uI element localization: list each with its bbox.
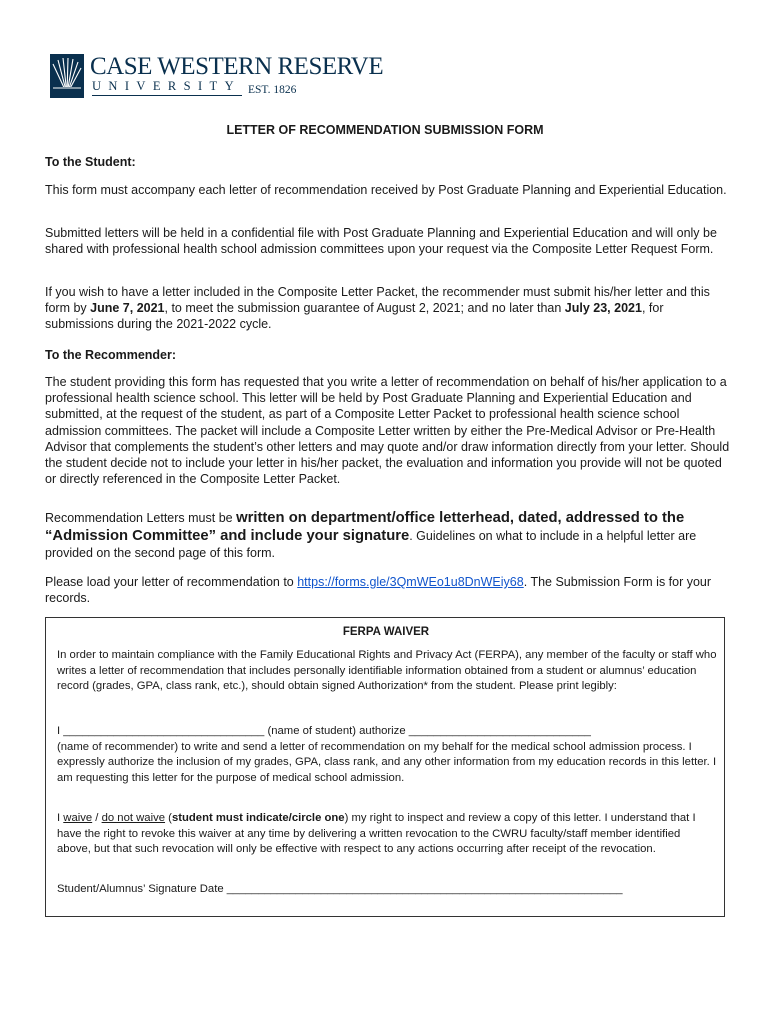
recommender-heading-text: To the Recommender:: [45, 348, 177, 362]
deadline-text-c: , for submissions during the 2021-2022 cycle.: [45, 301, 664, 332]
ferpa-title: FERPA WAIVER: [342, 626, 430, 638]
recommender-paragraph-3: [45, 574, 730, 606]
deadline-date-1: June 7, 2021: [90, 301, 165, 316]
university-logo: [50, 53, 384, 100]
letterhead-text-a: Recommendation Letters must be: [45, 511, 237, 525]
ferpa-waiver-box: [45, 617, 725, 917]
deadline-date-2: July 23, 2021: [564, 301, 642, 316]
student-paragraph-2: Submitted letters will be held in a confidential file with Post Graduate Planning and Experiential Education and will only be shared with professional health school admission committees upon your request via the Composite Letter Request Form.: [45, 226, 717, 257]
sunburst-icon: [50, 54, 84, 98]
student-heading: [45, 154, 730, 170]
student-heading-text: To the Student:: [45, 155, 136, 169]
waiver-open: (: [165, 812, 172, 824]
waiver-rest: ) my right to inspect and review a copy of this letter. I understand that I have the right to revoke this waiver at any time by delivering a written revocation to the CWRU faculty/staff member identified above, but that such revocation will only be effective with respect to any actions occurring after receipt of the revocation.: [57, 812, 696, 856]
signature-line[interactable]: Student/Alumnus’ Signature Date _______________________________________________________________: [57, 883, 623, 895]
logo-rule: [92, 95, 242, 96]
waiver-i: I: [57, 812, 64, 824]
do-not-waive-option[interactable]: do not waive: [101, 812, 166, 824]
waiver-sep: /: [92, 812, 102, 824]
waiver-instruction: student must indicate/circle one: [171, 812, 345, 824]
ferpa-authorization: [57, 724, 717, 786]
ferpa-paragraph-1: In order to maintain compliance with the Family Educational Rights and Privacy Act (FERPA), any member of the faculty or staff who writes a letter of recommendation that includes personally identifiable information obtained from a student or alumnus’ education record (grades, GPA, class rank, etc.), should obtain signed Authorization* from the student. Please print legibly:: [57, 649, 717, 693]
logo-established: EST. 1826: [248, 84, 297, 96]
recommender-paragraph-2: [45, 510, 730, 563]
deadline-text-a: If you wish to have a letter included in the Composite Letter Packet, the recommender must submit his/her letter and this form by: [45, 285, 710, 316]
deadline-text-b: , to meet the submission guarantee of August 2, 2021; and no later than: [164, 301, 565, 316]
recommender-paragraph-1: The student providing this form has requested that you write a letter of recommendation on behalf of his/her application to a professional health science school. This letter will be held by Post Graduate Planning and Experiential Education and submitted, at the request of the student, as part of a Composite Letter Packet to professional health science school admission committees. The packet will include a Composite Letter written by either the Pre-Medical Advisor or Pre-Health Advisor that complements the student’s other letters and may quote and/or draw information directly from your letter. Should the student decide not to include your letter in his/her packet, the evaluation and information you provide will not be quoted or directly referenced in the Composite Letter Packet.: [45, 375, 730, 487]
upload-text-c: . The Submission Form is for your records.: [45, 575, 712, 606]
form-title: LETTER OF RECOMMENDATION SUBMISSION FORM: [226, 123, 544, 137]
logo-wordmark: CASE WESTERN RESERVE: [90, 53, 384, 80]
student-paragraph-1: This form must accompany each letter of recommendation received by Post Graduate Planning and Experiential Education.: [45, 183, 727, 197]
logo-university: UNIVERSITY: [92, 79, 241, 93]
authorization-name-line[interactable]: I ________________________________ (name of student) authorize _____________________________: [57, 725, 591, 737]
upload-text-a: Please load your letter of recommendation to: [45, 575, 298, 589]
waive-option[interactable]: waive: [63, 812, 93, 824]
letterhead-text-c: . Guidelines on what to include in a helpful letter are provided on the second page of this form.: [45, 528, 697, 560]
letterhead-requirement: written on department/office letterhead, dated, addressed to the “Admission Committee” and include your signature: [45, 510, 685, 544]
authorization-text: (name of recommender) to write and send a letter of recommendation on my behalf for the medical school admission process. I expressly authorize the inclusion of my grades, GPA, class rank, and any other information from my education records in this letter. I am requesting this letter for the purpose of medical school admission.: [57, 740, 717, 784]
recommender-heading: [45, 347, 730, 363]
upload-form-link[interactable]: https://forms.gle/3QmWEo1u8DnWEiy68: [297, 575, 524, 589]
student-paragraph-3: [45, 284, 730, 333]
ferpa-waiver-statement: [57, 811, 717, 858]
